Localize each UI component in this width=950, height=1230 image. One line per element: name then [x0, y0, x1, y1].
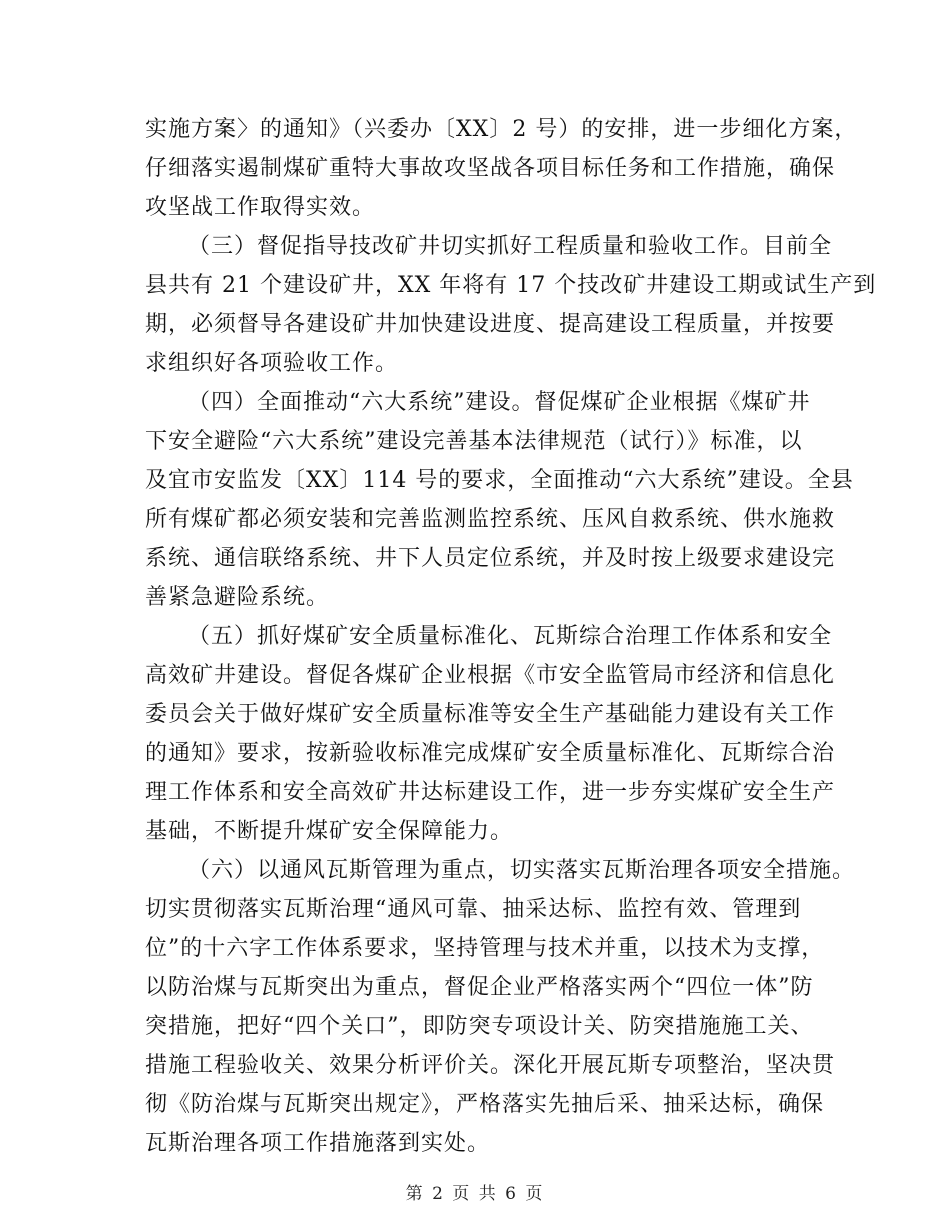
text-line: 高效矿井建设。督促各煤矿企业根据《市安全监管局市经济和信息化 — [145, 663, 836, 688]
paragraph-5-heading-line: （五）抓好煤矿安全质量标准化、瓦斯综合治理工作体系和安全 — [188, 624, 833, 649]
paragraph-4-heading-line: （四）全面推动“六大系统”建设。督促煤矿企业根据《煤矿井 — [188, 390, 811, 415]
text-line: 彻《防治煤与瓦斯突出规定》，严格落实先抽后采、抽采达标，确保 — [145, 1092, 825, 1117]
text-line: 期，必须督导各建设矿井加快建设进度、提高建设工程质量，并按要 — [145, 312, 836, 337]
text-line: 突措施，把好“四个关口”，即防突专项设计关、防突措施施工关、 — [145, 1014, 814, 1039]
text-line: 切实贯彻落实瓦斯治理“通风可靠、抽采达标、监控有效、管理到 — [145, 897, 802, 922]
text-line: 位”的十六字工作体系要求，坚持管理与技术并重，以技术为支撑， — [145, 936, 825, 961]
paragraph-6-heading-line: （六）以通风瓦斯管理为重点，切实落实瓦斯治理各项安全措施。 — [188, 858, 856, 883]
text-line: 措施工程验收关、效果分析评价关。深化开展瓦斯专项整治，坚决贯 — [145, 1053, 836, 1078]
text-line: 所有煤矿都必须安装和完善监测监控系统、压风自救系统、供水施救 — [145, 507, 836, 532]
text-line: 以防治煤与瓦斯突出为重点，督促企业严格落实两个“四位一体”防 — [145, 975, 814, 1000]
text-line: 及宜市安监发〔XX〕114 号的要求，全面推动“六大系统”建设。全县 — [145, 468, 854, 493]
text-line: 系统、通信联络系统、井下人员定位系统，并及时按上级要求建设完 — [145, 546, 836, 571]
paragraph-3-heading-line: （三）督促指导技改矿井切实抓好工程质量和验收工作。目前全 — [188, 234, 833, 259]
text-line: 县共有 21 个建设矿井，XX 年将有 17 个技改矿井建设工期或试生产到 — [145, 273, 877, 298]
text-line: 委员会关于做好煤矿安全质量标准等安全生产基础能力建设有关工作 — [145, 702, 836, 727]
page-number-footer: 第 2 页 共 6 页 — [405, 1184, 545, 1204]
text-line: 仔细落实遏制煤矿重特大事故攻坚战各项目标任务和工作措施，确保 — [145, 156, 836, 181]
text-line: 下安全避险“六大系统”建设完善基本法律规范（试行）》标准，以 — [145, 429, 803, 454]
text-line: 瓦斯治理各项工作措施落到实处。 — [145, 1131, 491, 1156]
text-line: 善紧急避险系统。 — [145, 585, 330, 610]
text-line: 理工作体系和安全高效矿井达标建设工作，进一步夯实煤矿安全生产 — [145, 780, 836, 805]
text-line: 基础，不断提升煤矿安全保障能力。 — [145, 819, 514, 844]
text-line: 攻坚战工作取得实效。 — [145, 195, 376, 220]
text-line: 求组织好各项验收工作。 — [145, 351, 399, 376]
text-line: 的通知》要求，按新验收标准完成煤矿安全质量标准化、瓦斯综合治 — [145, 741, 836, 766]
text-line: 实施方案〉的通知》（兴委办〔XX〕2 号）的安排，进一步细化方案， — [145, 117, 858, 142]
